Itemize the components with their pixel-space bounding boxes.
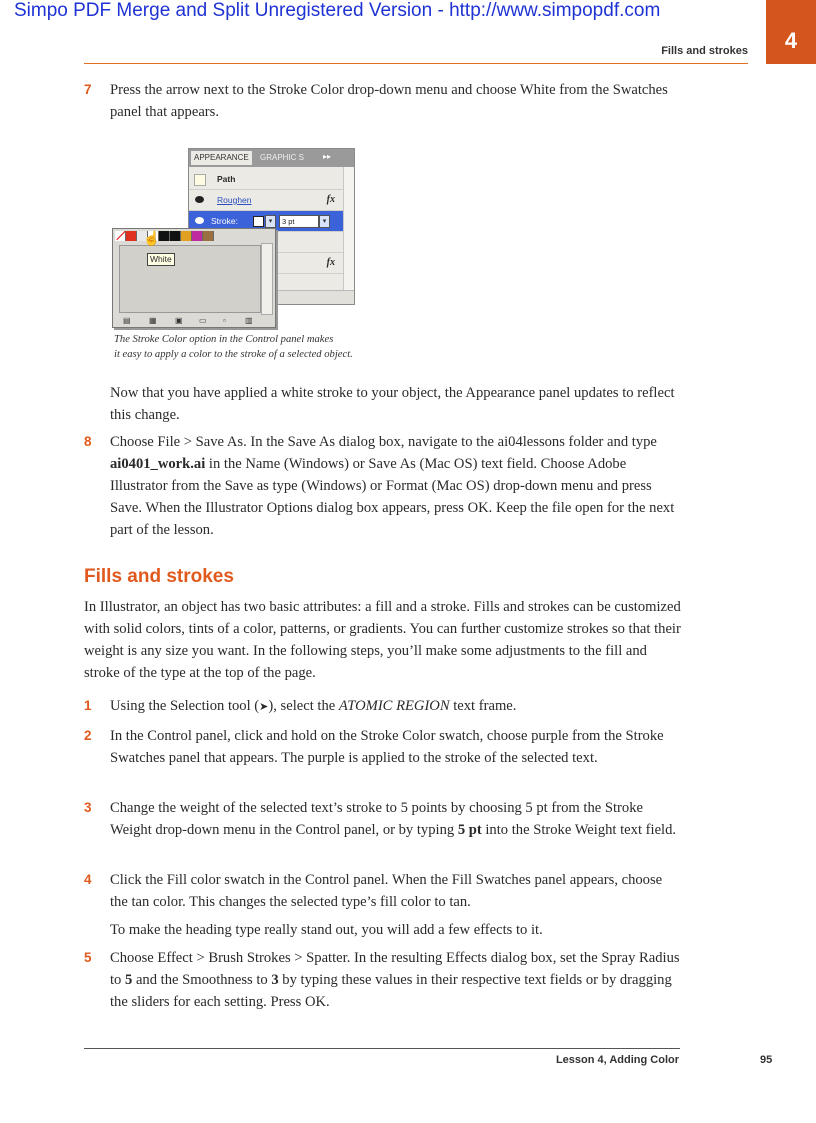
footer-rule	[84, 1048, 680, 1049]
step-number: 8	[84, 434, 92, 449]
stroke-color-swatch[interactable]	[253, 216, 264, 227]
caption-line: it easy to apply a color to the stroke of a selected object.	[114, 349, 353, 360]
page-number: 95	[760, 1054, 773, 1066]
chapter-tab	[766, 0, 816, 64]
swatch-options-icon[interactable]: ▣	[175, 316, 183, 325]
library-menu-icon[interactable]: ▤	[123, 316, 131, 325]
panel-tab-bar	[189, 149, 354, 167]
step-text: Click the Fill color swatch in the Control panel. When the Fill Swatches panel appears, choose the tan color. This changes the selected type’s fill color to tan.	[110, 872, 663, 910]
swatch[interactable]	[126, 231, 137, 241]
swatches-area	[119, 245, 261, 313]
caption-line: The Stroke Color option in the Control panel makes	[114, 334, 334, 345]
swatch[interactable]	[170, 231, 181, 241]
chevron-down-icon[interactable]: ▾	[265, 215, 276, 228]
fx-icon: fx	[326, 257, 335, 268]
new-group-icon[interactable]: ▭	[199, 316, 207, 325]
appearance-panel-figure	[112, 148, 357, 328]
swatch[interactable]	[192, 231, 203, 241]
step-number: 7	[84, 82, 92, 97]
swatches-footer-toolbar	[113, 315, 275, 327]
swatch[interactable]	[181, 231, 192, 241]
step-number: 1	[84, 698, 92, 713]
section-intro: In Illustrator, an object has two basic attributes: a fill and a stroke. Fills and strokes can be customized with solid colors, tints of a color, patterns, or gradients. You can further customize strokes so that their weight is any size you want. In the following steps, you’ll make some adjustments to the fill and stroke of the type at the top of the page.	[84, 599, 681, 681]
step-number: 4	[84, 872, 92, 887]
appearance-row-path[interactable]	[189, 169, 343, 190]
step-text: Press the arrow next to the Stroke Color drop-down menu and choose White from the Swatches panel that appears.	[110, 82, 668, 120]
selection-tool-icon: ➤	[259, 700, 269, 713]
footer-lesson-title: Lesson 4, Adding Color	[555, 1054, 679, 1066]
tab-appearance[interactable]: APPEARANCE	[191, 151, 252, 165]
fx-icon: fx	[326, 194, 335, 205]
none-swatch[interactable]	[115, 231, 126, 241]
visibility-eye-icon[interactable]	[195, 196, 204, 203]
none-slash-icon	[116, 231, 125, 240]
thumbnail-icon	[194, 174, 206, 186]
row-label[interactable]: Roughen	[217, 195, 252, 205]
filename: ai0401_work.ai	[110, 456, 206, 472]
step-text: Choose Effect > Brush Strokes > Spatter. In the resulting Effects dialog box, set the Spray Radius to 5 and the Smoothness to 3 by typing these values in their respective text fields or by dragging the sliders for each setting. Press OK.	[110, 950, 680, 1010]
trash-icon[interactable]: ▥	[245, 316, 253, 325]
row-label: Stroke:	[211, 216, 238, 226]
swatch[interactable]	[203, 231, 214, 241]
running-head: Fills and strokes	[661, 45, 748, 57]
step-4-note: To make the heading type really stand out, you will add a few effects to it.	[110, 922, 543, 938]
chapter-number: 4	[784, 28, 798, 53]
tab-graphic-styles[interactable]: GRAPHIC S	[260, 153, 305, 162]
hand-cursor-icon: ☝	[143, 232, 161, 247]
appearance-row-roughen[interactable]	[189, 190, 343, 211]
watermark-text: Simpo PDF Merge and Split Unregistered Version - http://www.simpopdf.com	[14, 0, 661, 21]
chevron-down-icon[interactable]: ▾	[319, 215, 330, 228]
step-number: 2	[84, 728, 92, 743]
swatch-tooltip: White	[147, 253, 175, 266]
swatches-scrollbar[interactable]	[261, 243, 273, 315]
step-number: 5	[84, 950, 92, 965]
stroke-weight-field[interactable]: 3 pt	[279, 215, 319, 228]
swatch[interactable]	[159, 231, 170, 241]
panel-scrollbar[interactable]	[343, 167, 354, 291]
header-rule	[84, 63, 748, 64]
step-text: Change the weight of the selected text’s stroke to 5 points by choosing 5 pt from the Stroke Weight drop-down menu in the Control panel, or by typing 5 pt into the Stroke Weight text field.	[110, 800, 677, 838]
panel-menu-icon[interactable]: ▸▸	[323, 152, 332, 161]
swatches-popup	[112, 228, 276, 328]
step-text: Using the Selection tool (➤), select the ATOMIC REGION text frame.	[110, 698, 517, 714]
paragraph-after-figure: Now that you have applied a white stroke to your object, the Appearance panel updates to reflect this change.	[110, 385, 675, 423]
visibility-eye-icon[interactable]	[195, 217, 204, 224]
row-label: Path	[217, 174, 236, 184]
step-number: 3	[84, 800, 92, 815]
section-heading: Fills and strokes	[84, 566, 234, 587]
step-text: Choose File > Save As. In the Save As dialog box, navigate to the ai04lessons folder and type ai0401_work.ai in the Name (Windows) or Save As (Mac OS) text field. Choose Adobe Illustrator from the Save as type (Windows) or Format (Mac OS) drop-down menu and press Save. When the Illustrator Options dialog box appears, press OK. Keep the file open for the next part of the lesson.	[110, 434, 675, 538]
figure-caption	[114, 332, 374, 362]
show-kinds-icon[interactable]: ▦	[149, 316, 157, 325]
step-text: In the Control panel, click and hold on the Stroke Color swatch, choose purple from the Stroke Swatches panel that appears. The purple is applied to the stroke of the selected text.	[110, 728, 664, 766]
swatch-strip	[115, 231, 214, 241]
new-swatch-icon[interactable]: ▫	[223, 316, 226, 325]
